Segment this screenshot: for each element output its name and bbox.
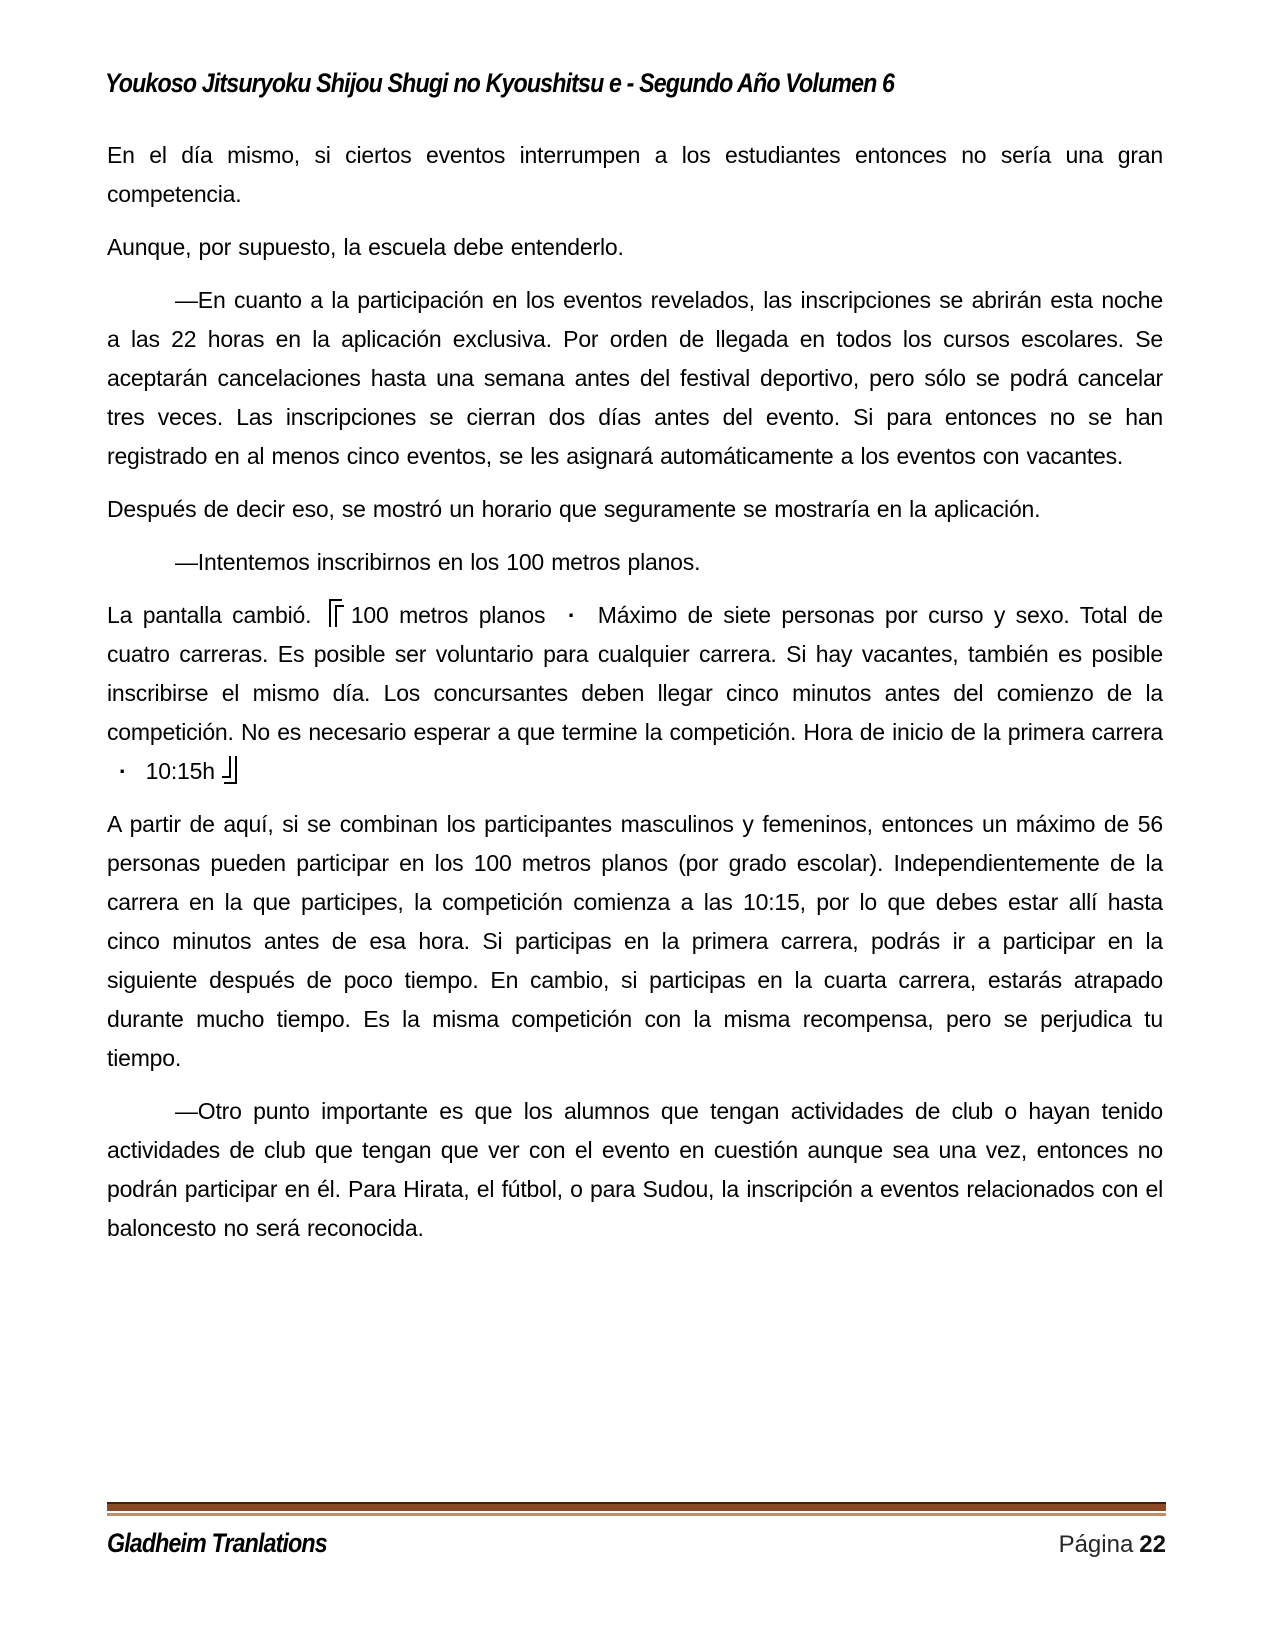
running-header-title: Youkoso Jitsuryoku Shijou Shugi no Kyoushitsu e - Segundo Año Volumen 6 bbox=[105, 68, 895, 98]
paragraph: A partir de aquí, si se combinan los participantes masculinos y femeninos, entonces un máximo de 56 personas pueden participar en los 100 metros planos (por grado escolar). Independientemente de la carrera en la que participes, la competición comienza a las 10:15, por lo que debes estar allí hasta cinco minutos antes de esa hora. Si participas en la primera carrera, podrás ir a participar en la siguiente después de poco tiempo. En cambio, si participas en la cuarta carrera, estarás atrapado durante mucho tiempo. Es la misma competición con la misma recompensa, pero se perjudica tu tiempo. bbox=[107, 811, 1163, 1071]
paragraph: Aunque, por supuesto, la escuela debe entenderlo. bbox=[107, 234, 624, 260]
middle-dot-icon: · bbox=[567, 602, 576, 628]
paragraph: Después de decir eso, se mostró un horario que seguramente se mostraría en la aplicación. bbox=[107, 496, 1041, 522]
page-number-label: Página bbox=[1058, 1531, 1134, 1558]
paragraph: En el día mismo, si ciertos eventos interrumpen a los estudiantes entonces no sería una gran competencia. bbox=[107, 142, 1163, 207]
footer-rule-main-line bbox=[107, 1504, 1166, 1511]
paragraph: —Otro punto importante es que los alumnos que tengan actividades de club o hayan tenido actividades de club que tengan que ver con el evento en cuestión aunque sea una vez, entonces no podrán participar en él. Para Hirata, el fútbol, o para Sudou, la inscripción a eventos relacionados con el baloncesto no será reconocida. bbox=[107, 1098, 1163, 1241]
footer-divider bbox=[107, 1502, 1166, 1516]
open-quote-bracket-icon bbox=[329, 599, 344, 628]
footer-rule-light-line bbox=[107, 1513, 1166, 1516]
page-body bbox=[107, 136, 1163, 1494]
middle-dot-icon: · bbox=[119, 758, 127, 784]
page-number bbox=[1059, 1531, 1166, 1559]
paragraph: —En cuanto a la participación en los eventos revelados, las inscripciones se abrirán esta noche a las 22 horas en la aplicación exclusiva. Por orden de llegada en todos los cursos escolares. Se aceptarán cancelaciones hasta una semana antes del festival deportivo, pero sólo se podrá cancelar tres veces. Las inscripciones se cierran dos días antes del evento. Si para entonces no se han registrado en al menos cinco eventos, se les asignará automáticamente a los eventos con vacantes. bbox=[107, 287, 1163, 469]
page-number-value: 22 bbox=[1139, 1531, 1166, 1558]
paragraph: La pantalla cambió. 100 metros planos · Máximo de siete personas por curso y sexo. Total de cuatro carreras. Es posible ser voluntario para cualquier carrera. Si hay vacantes, también es posible inscribirse el mismo día. Los concursantes deben llegar cinco minutos antes del comienzo de la competición. No es necesario esperar a que termine la competición. Hora de inicio de la primera carrera · 10:15h bbox=[107, 596, 1163, 791]
close-quote-bracket-icon bbox=[222, 755, 237, 784]
page-footer bbox=[107, 1502, 1166, 1559]
translator-brand: Gladheim Tranlations bbox=[107, 1528, 327, 1558]
page-header bbox=[105, 68, 1165, 99]
paragraph: —Intentemos inscribirnos en los 100 metros planos. bbox=[175, 549, 701, 575]
